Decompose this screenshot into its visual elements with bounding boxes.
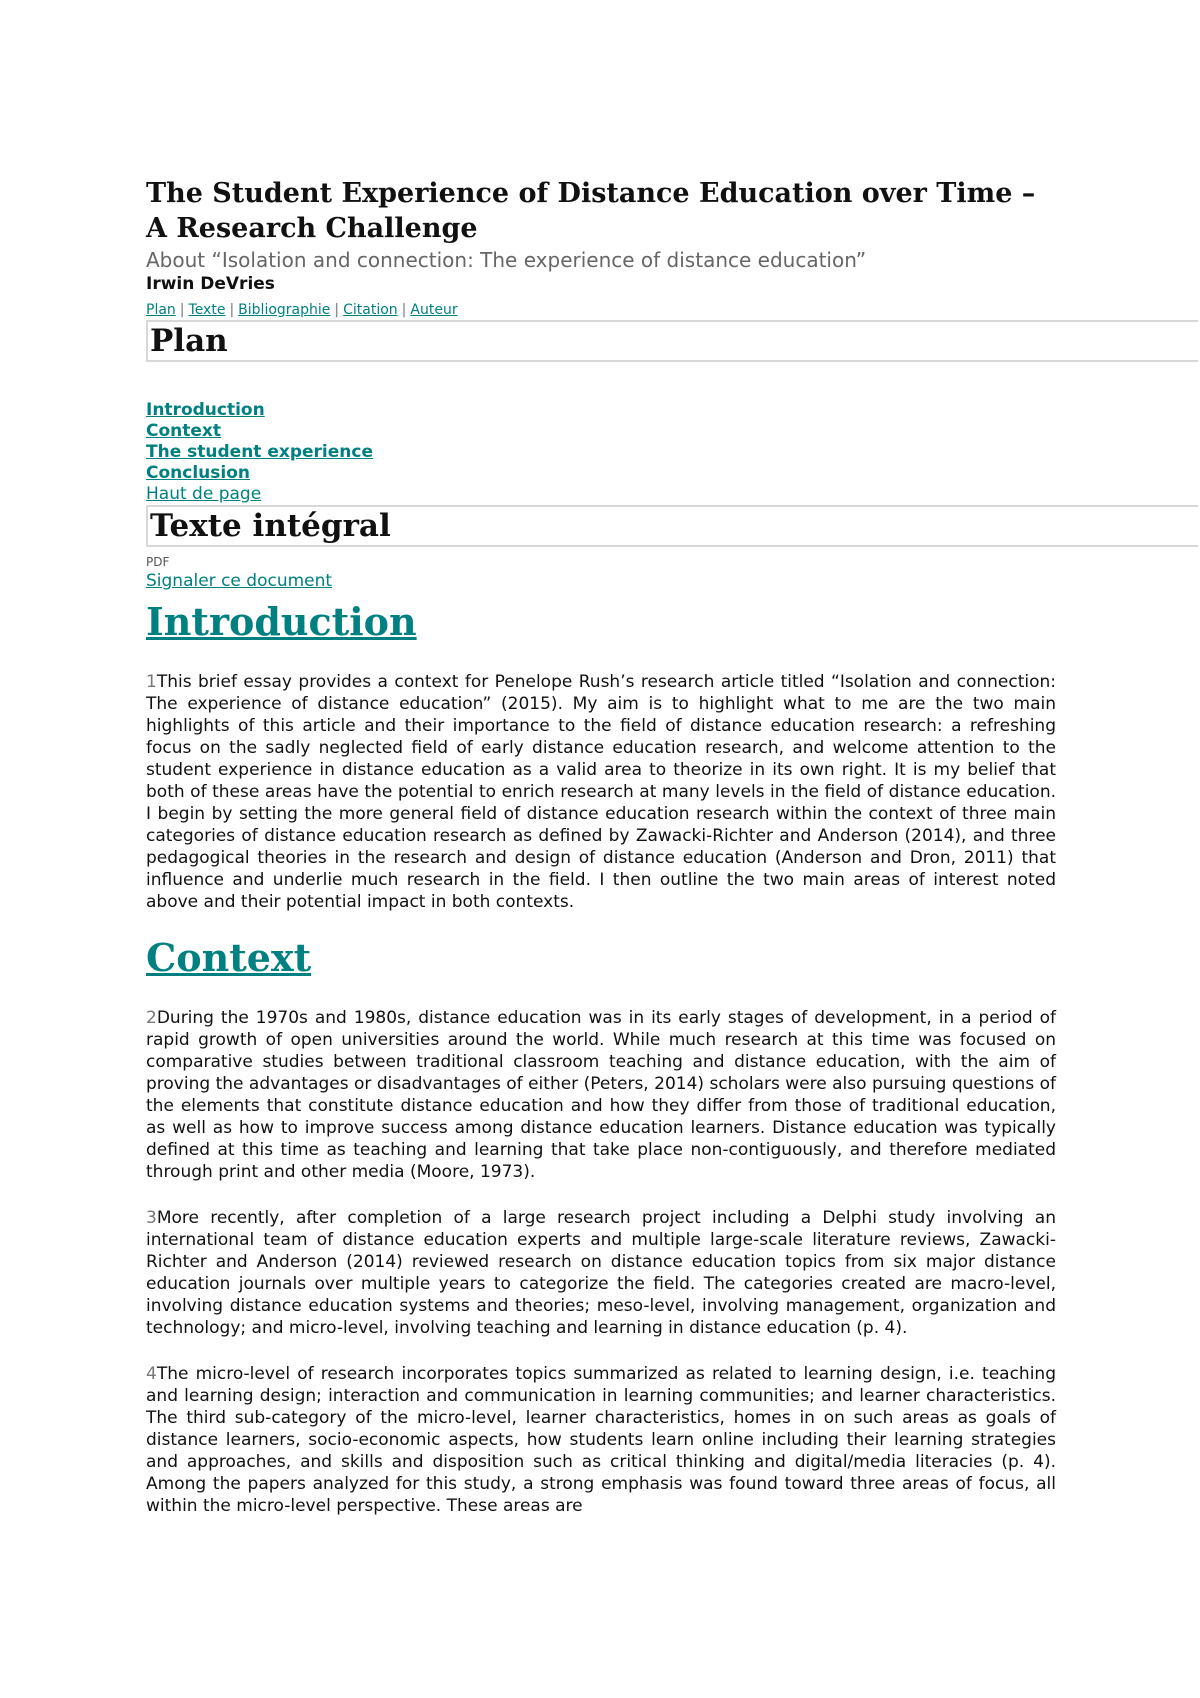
- nav-link-plan[interactable]: Plan: [146, 302, 176, 318]
- nav-link-bibliographie[interactable]: Bibliographie: [238, 302, 331, 318]
- plan-link-student-experience[interactable]: The student experience: [146, 442, 373, 462]
- nav-link-auteur[interactable]: Auteur: [410, 302, 458, 318]
- paragraph: [146, 1207, 1056, 1339]
- plan-list: [146, 400, 1200, 484]
- section-nav: [146, 300, 1056, 320]
- report-document-link[interactable]: Signaler ce document: [146, 571, 333, 591]
- article-body: [146, 599, 1056, 1517]
- paragraph: [146, 1363, 1056, 1517]
- plan-link-introduction[interactable]: Introduction: [146, 400, 265, 420]
- context-heading[interactable]: Context: [146, 935, 312, 980]
- paragraph-number[interactable]: 4: [146, 1364, 157, 1384]
- paragraph-number[interactable]: 3: [146, 1208, 157, 1228]
- article-subtitle: About “Isolation and connection: The experience of distance education”: [146, 248, 867, 272]
- paragraph-number[interactable]: 2: [146, 1008, 157, 1028]
- article-header: [146, 176, 1056, 320]
- plan-link-conclusion[interactable]: Conclusion: [146, 463, 250, 483]
- paragraph: [146, 671, 1056, 913]
- paragraph-text: This brief essay provides a context for Penelope Rush’s research article titled “Isolation and connection: The experience of distance education” (2015). My aim is to highlight what to me are the two main highlights of this article and their importance to the field of distance education research: a refreshing focus on the sadly neglected field of early distance education research, and welcome attention to the student experience in distance education as a valid area to theorize in its own right. It is my belief that both of these areas have the potential to enrich research at many levels in the field of distance education. I begin by setting the more general field of distance education research within the context of three main categories of distance education research as defined by Zawacki-Richter and Anderson (2014), and three pedagogical theories in the research and design of distance education (Anderson and Dron, 2011) that influence and underlie much research in the field. I then outline the two main areas of interest noted above and their potential impact in both contexts.: [146, 672, 1056, 912]
- texte-heading: Texte intégral: [146, 505, 1198, 547]
- article-title: The Student Experience of Distance Education over Time – A Research Challenge: [146, 178, 1036, 244]
- nav-separator: |: [229, 302, 235, 318]
- nav-link-texte[interactable]: Texte: [188, 302, 226, 318]
- nav-separator: |: [179, 302, 185, 318]
- paragraph-text: The micro-level of research incorporates topics summarized as related to learning design, i.e. teaching and learning design; interaction and communication in learning communities; and learner characteristics. The third sub-category of the micro-level, learner characteristics, homes in on such areas as goals of distance learners, socio-economic aspects, how students learn online including their learning strategies and approaches, and skills and disposition such as critical thinking and digital/media literacies (p. 4). Among the papers analyzed for this study, a strong emphasis was found toward three areas of focus, all within the micro-level perspective. These areas are: [146, 1364, 1056, 1516]
- back-to-top-link[interactable]: Haut de page: [146, 484, 262, 504]
- plan-link-context[interactable]: Context: [146, 421, 222, 441]
- plan-item: [146, 400, 1200, 421]
- plan-item: [146, 463, 1200, 484]
- article-page: [146, 176, 1200, 1517]
- nav-separator: |: [401, 302, 407, 318]
- paragraph-text: More recently, after completion of a large research project including a Delphi study involving an international team of distance education experts and multiple large-scale literature reviews, Zawacki-Richter and Anderson (2014) reviewed research on distance education topics from six major distance education journals over multiple years to categorize the field. The categories created are macro-level, involving distance education systems and theories; meso-level, involving management, organization and technology; and micro-level, involving teaching and learning in distance education (p. 4).: [146, 1208, 1056, 1338]
- introduction-heading[interactable]: Introduction: [146, 599, 417, 644]
- nav-link-citation[interactable]: Citation: [343, 302, 398, 318]
- pdf-label: PDF: [146, 555, 170, 569]
- paragraph-number[interactable]: 1: [146, 672, 157, 692]
- paragraph-text: During the 1970s and 1980s, distance education was in its early stages of development, in a period of rapid growth of open universities around the world. While much research at this time was focused on comparative studies between traditional classroom teaching and distance education, with the aim of proving the advantages or disadvantages of either (Peters, 2014) scholars were also pursuing questions of the elements that constitute distance education and how they differ from those of traditional education, as well as how to improve success among distance education learners. Distance education was typically defined at this time as teaching and learning that take place non-contiguously, and therefore mediated through print and other media (Moore, 1973).: [146, 1008, 1056, 1182]
- nav-separator: |: [334, 302, 340, 318]
- plan-item: [146, 442, 1200, 463]
- article-author: Irwin DeVries: [146, 274, 275, 294]
- plan-heading: Plan: [146, 320, 1198, 362]
- paragraph: [146, 1007, 1056, 1183]
- plan-item: [146, 421, 1200, 442]
